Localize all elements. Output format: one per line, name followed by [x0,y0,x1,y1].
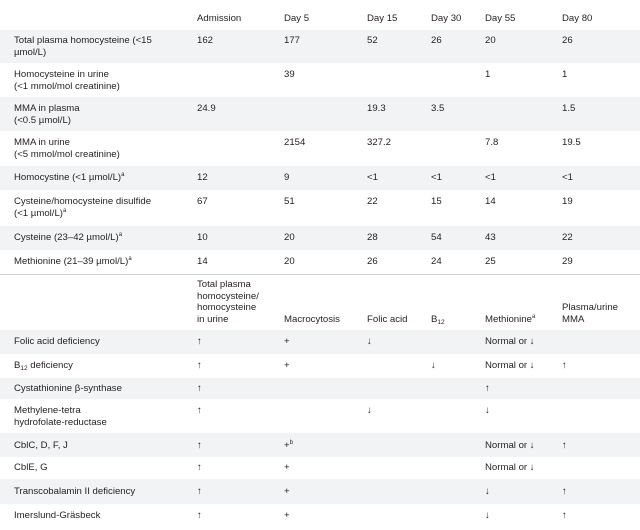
cell-value: 19.5 [562,137,581,148]
t2-col-methionine: Methionine$^a$ [485,314,536,325]
t2-row-cystathionine [0,378,640,399]
row-label: Methionine (21–39 µmol/L)$^a$ [14,256,132,267]
cell-value: 26 [367,256,378,267]
row-label: Transcobalamin II deficiency [14,486,136,497]
cell-value: 19.3 [367,103,386,114]
cell-value: + [284,336,290,347]
cell-value: ↑ [562,360,567,371]
cell-value: 1 [562,69,568,80]
cell-value: 24 [431,256,442,267]
cell-value: 14 [485,196,496,207]
cell-value: 20 [284,256,295,267]
t1-col-day30: Day 30 [431,13,462,24]
cell-value: Normal or ↓ [485,440,535,451]
cell-value: ↑ [197,405,202,416]
t1-header-row [0,0,640,30]
cell-value: ↓ [367,405,372,416]
cell-value: ↑ [197,336,202,347]
cell-value: 20 [284,232,295,243]
row-label: Homocysteine in urine (<1 mmol/mol creatinine) [14,69,120,92]
cell-value: 14 [197,256,208,267]
t2-col-plasma-urine-mma: Plasma/urine MMA [562,302,618,325]
cell-value: 19 [562,196,573,207]
t2-col-folic-acid: Folic acid [367,314,408,325]
cell-value: ↑ [485,383,490,394]
t2-header-row [0,274,640,331]
cell-value: 28 [367,232,378,243]
t2-row-folic-acid-deficiency [0,330,640,354]
cell-value: ↓ [485,510,490,521]
t1-row-mma-plasma [0,97,640,131]
cell-value: 26 [562,35,573,46]
cell-value: 2154 [284,137,306,148]
cell-value: 1.5 [562,103,576,114]
t2-col-total-plasma-hcy: Total plasma homocysteine/ homocysteine in urine [197,279,259,325]
t2-row-b12-deficiency [0,354,640,378]
cell-value: ↓ [485,405,490,416]
t1-row-hcy-urine [0,63,640,97]
row-label: Imerslund-Gräsbeck [14,510,101,521]
cell-value: ↑ [197,486,202,497]
row-label: Cystathionine β-synthase [14,383,122,394]
cell-value: 52 [367,35,378,46]
cell-value: 26 [431,35,442,46]
row-label: Cysteine/homocysteine disulfide (<1 µmol/L)$^a$ [14,196,152,219]
cell-value: 10 [197,232,208,243]
cell-value: 3.5 [431,103,445,114]
cell-value: +$^b$ [284,440,293,451]
t2-col-macrocytosis: Macrocytosis [284,314,340,325]
cell-value: 15 [431,196,442,207]
t1-col-day80: Day 80 [562,13,593,24]
t2-row-imerslund [0,504,640,530]
t1-row-mma-urine [0,131,640,166]
cell-value: 177 [284,35,301,46]
cell-value: 29 [562,256,573,267]
cell-value: Normal or ↓ [485,462,535,473]
cell-value: <1 [485,172,496,183]
cell-value: ↑ [197,360,202,371]
cell-value: 54 [431,232,442,243]
cell-value: ↓ [367,336,372,347]
t1-row-total-plasma-hcy [0,30,640,63]
cell-value: 22 [562,232,573,243]
cell-value: <1 [562,172,573,183]
cell-value: Normal or ↓ [485,336,535,347]
cell-value: 25 [485,256,496,267]
cell-value: 7.8 [485,137,499,148]
row-label: MMA in urine (<5 mmol/mol creatinine) [14,137,120,160]
cell-value: ↑ [562,440,567,451]
cell-value: 162 [197,35,214,46]
cell-value: ↑ [197,510,202,521]
row-label: Total plasma homocysteine (<15 µmol/L) [14,35,152,58]
cell-value: + [284,462,290,473]
cell-value: + [284,486,290,497]
cell-value: 327.2 [367,137,392,148]
cell-value: 20 [485,35,496,46]
cell-value: ↑ [197,462,202,473]
row-label: MMA in plasma (<0.5 µmol/L) [14,103,80,126]
t2-row-cblc-d-f-j [0,433,640,457]
cell-value: ↑ [562,510,567,521]
cell-value: 43 [485,232,496,243]
t1-row-cysteine [0,226,640,250]
cell-value: <1 [367,172,378,183]
row-label: CblC, D, F, J [14,440,68,451]
cell-value: ↓ [485,486,490,497]
t2-col-b12: $B_{12}$ [431,314,445,326]
cell-value: 24.9 [197,103,216,114]
t1-col-day5: Day 5 [284,13,310,24]
t2-row-cble-g [0,457,640,479]
cell-value: 51 [284,196,295,207]
cell-value: ↑ [562,486,567,497]
t1-row-homocystine [0,166,640,190]
cell-value: 1 [485,69,491,80]
row-label: Homocystine (<1 µmol/L)$^a$ [14,172,125,183]
row-label: Folic acid deficiency [14,336,100,347]
cell-value: 39 [284,69,295,80]
row-label: Cysteine (23–42 µmol/L)$^a$ [14,232,123,243]
t1-col-admission: Admission [197,13,242,24]
t1-col-day55: Day 55 [485,13,516,24]
cell-value: ↑ [197,440,202,451]
row-label: CblE, G [14,462,48,473]
cell-value: ↑ [197,383,202,394]
row-label: $B_{12}$ deficiency [14,360,73,372]
row-label: Methylene-tetra hydrofolate-reductase [14,405,107,428]
cell-value: + [284,360,290,371]
cell-value: Normal or ↓ [485,360,535,371]
t2-row-mthfr [0,399,640,433]
cell-value: 22 [367,196,378,207]
cell-value: 12 [197,172,208,183]
t2-row-transcobalamin [0,479,640,504]
cell-value: 67 [197,196,208,207]
t1-row-methionine [0,250,640,274]
cell-value: + [284,510,290,521]
t1-col-day15: Day 15 [367,13,398,24]
cell-value: 9 [284,172,290,183]
cell-value: <1 [431,172,442,183]
t1-row-cys-hcy-disulfide [0,190,640,226]
cell-value: ↓ [431,360,436,371]
